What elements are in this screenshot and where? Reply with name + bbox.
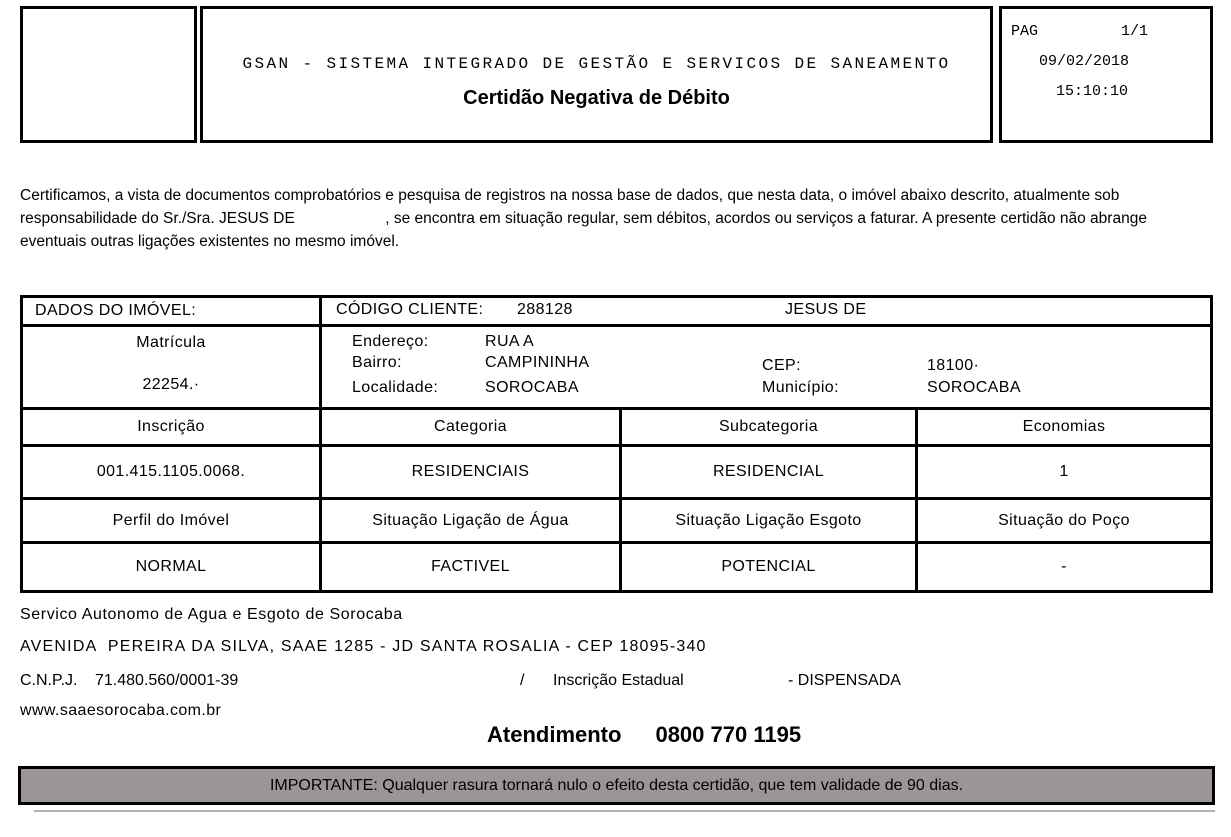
- section-label: DADOS DO IMÓVEL:: [35, 302, 197, 319]
- header-page-box: [999, 6, 1213, 143]
- table-row-headers-1: [23, 410, 1210, 444]
- client-cell: [322, 298, 1210, 324]
- cep-label: CEP:: [762, 357, 801, 374]
- endereco-value: RUA A: [485, 333, 535, 350]
- section-label-cell: [23, 298, 319, 324]
- bairro-value: CAMPININHA: [485, 354, 590, 371]
- print-time: 15:10:10: [1056, 83, 1129, 100]
- value-subcategoria: RESIDENCIAL: [622, 447, 915, 497]
- localidade-value: SOROCABA: [485, 379, 579, 396]
- important-notice-text: IMPORTANTE: Qualquer rasura tornará nulo o efeito desta certidão, que tem validade de 90 dias.: [269, 776, 964, 794]
- localidade-label: Localidade:: [352, 379, 439, 396]
- system-title: GSAN - SISTEMA INTEGRADO DE GESTÃO E SERVICOS DE SANEAMENTO: [242, 55, 951, 73]
- table-row-headers-2: [23, 500, 1210, 541]
- page-number: 1/1: [1121, 23, 1149, 40]
- value-inscricao: 001.415.1105.0068.: [23, 447, 319, 497]
- attendance-line: [487, 722, 801, 748]
- header-title-box: [200, 6, 993, 143]
- table-row-address: [23, 327, 1210, 407]
- client-code-value: 288128: [517, 301, 573, 318]
- cep-value: 18100·: [927, 357, 980, 374]
- endereco-label: Endereço:: [352, 333, 429, 350]
- client-name-value: JESUS DE: [785, 301, 867, 318]
- value-situacao-poco: -: [918, 544, 1210, 590]
- attendance-label: Atendimento: [487, 722, 622, 747]
- header-situacao-esgoto: Situação Ligação Esgoto: [622, 500, 915, 541]
- certificate-line-2: responsabilidade do Sr./Sra. JESUS DE , se encontra em situação regular, sem débitos, acordos ou serviços a faturar. A presente certidão não abrange: [20, 210, 1147, 227]
- print-date: 09/02/2018: [1039, 53, 1130, 70]
- separator-slash: /: [520, 672, 525, 689]
- header-subcategoria: Subcategoria: [622, 410, 915, 444]
- header-economias: Economias: [918, 410, 1210, 444]
- table-row-values-2: [23, 544, 1210, 590]
- certificate-line-1: Certificamos, a vista de documentos comprobatórios e pesquisa de registros na nossa base de dados, que nesta data, o imóvel abaixo descrito, atualmente sob: [20, 187, 1120, 204]
- municipio-value: SOROCABA: [927, 379, 1021, 396]
- property-table: [20, 295, 1213, 593]
- header-situacao-agua: Situação Ligação de Água: [322, 500, 619, 541]
- cnpj-label: C.N.P.J.: [20, 672, 78, 689]
- value-perfil-imovel: NORMAL: [23, 544, 319, 590]
- header-inscricao: Inscrição: [23, 410, 319, 444]
- matricula-value: 22254.·: [142, 376, 200, 393]
- attendance-phone: 0800 770 1195: [655, 722, 802, 747]
- table-row-section: [23, 298, 1210, 324]
- table-row-values-1: [23, 447, 1210, 497]
- notice-shadow-line: [34, 810, 1215, 812]
- page-label: PAG: [1011, 23, 1039, 40]
- value-situacao-agua: FACTIVEL: [322, 544, 619, 590]
- certificate-line-3: eventuais outras ligações existentes no mesmo imóvel.: [20, 233, 400, 250]
- value-categoria: RESIDENCIAIS: [322, 447, 619, 497]
- website-url: www.saaesorocaba.com.br: [20, 702, 222, 719]
- header-perfil-imovel: Perfil do Imóvel: [23, 500, 319, 541]
- logo-box: [20, 6, 197, 143]
- company-address: AVENIDA PEREIRA DA SILVA, SAAE 1285 - JD SANTA ROSALIA - CEP 18095-340: [20, 638, 707, 655]
- value-situacao-esgoto: POTENCIAL: [622, 544, 915, 590]
- header-situacao-poco: Situação do Poço: [918, 500, 1210, 541]
- company-name: Servico Autonomo de Agua e Esgoto de Sorocaba: [20, 606, 403, 623]
- value-economias: 1: [918, 447, 1210, 497]
- important-notice-bar: [18, 766, 1215, 805]
- document-title: Certidão Negativa de Débito: [463, 87, 730, 109]
- municipio-label: Município:: [762, 379, 839, 396]
- inscricao-estadual-value: - DISPENSADA: [788, 672, 901, 689]
- client-code-label: CÓDIGO CLIENTE:: [336, 301, 484, 318]
- header-categoria: Categoria: [322, 410, 619, 444]
- certificate-paragraph: [20, 184, 1220, 253]
- address-cell: [322, 327, 1210, 407]
- inscricao-estadual-label: Inscrição Estadual: [553, 672, 684, 689]
- bairro-label: Bairro:: [352, 354, 402, 371]
- matricula-label: Matrícula: [136, 334, 206, 351]
- cnpj-value: 71.480.560/0001-39: [95, 672, 239, 689]
- matricula-cell: [23, 327, 319, 407]
